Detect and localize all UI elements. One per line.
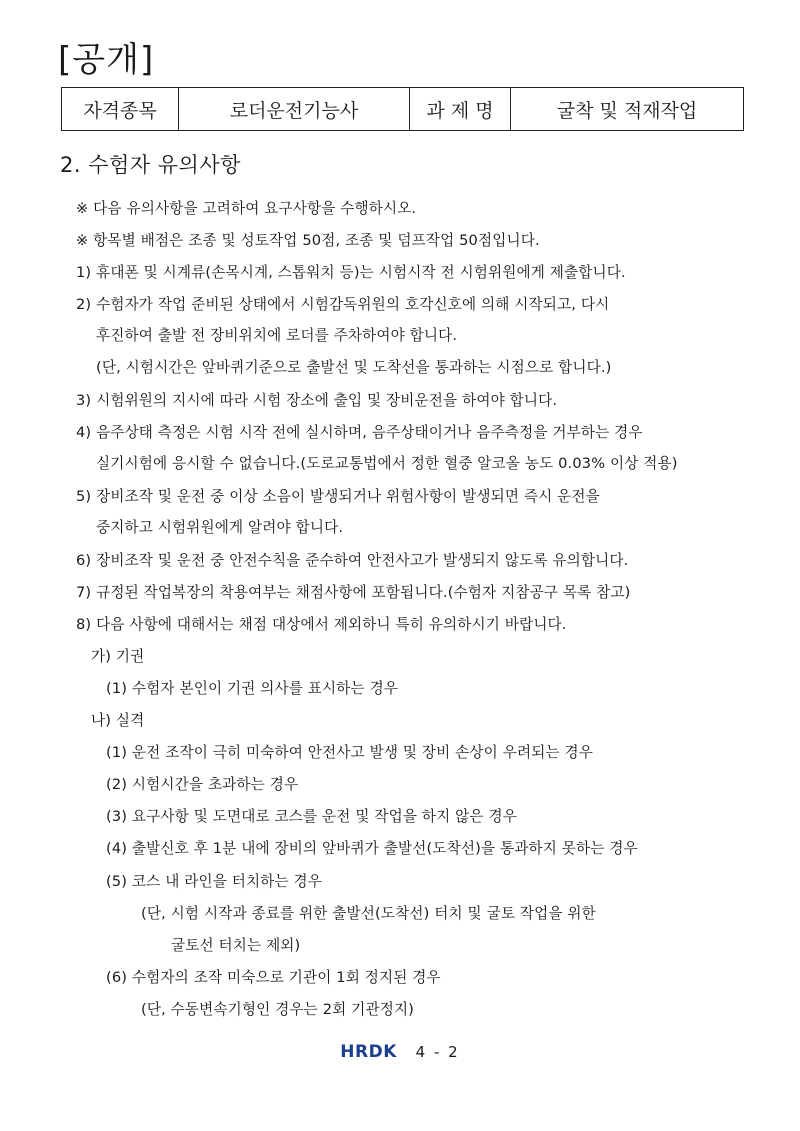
instruction-line: 1) 휴대폰 및 시계류(손목시계, 스톱워치 등)는 시험시작 전 시험위원에게 제출합니다. [76,264,626,281]
qualification-label: 자격종목 [62,88,179,131]
instruction-line: (1) 수험자 본인이 기권 의사를 표시하는 경우 [106,680,399,697]
instruction-line: 4) 음주상태 측정은 시험 시작 전에 실시하며, 음주상태이거나 음주측정을 거부하는 경우 [76,424,643,441]
instruction-line: 2) 수험자가 작업 준비된 상태에서 시험감독위원의 호각신호에 의해 시작되고, 다시 [76,296,610,313]
instruction-line: (5) 코스 내 라인을 터치하는 경우 [106,873,323,890]
instruction-line: 3) 시험위원의 지시에 따라 시험 장소에 출입 및 장비운전을 하여야 합니다. [76,392,558,409]
hrdk-logo: HRDK [340,1042,397,1062]
instruction-line: 굴토선 터치는 제외) [171,937,301,954]
page-footer [0,1042,800,1062]
instruction-line: (단, 시험시간은 앞바퀴기준으로 출발선 및 도착선을 통과하는 시점으로 합니다.) [96,359,612,376]
instruction-line: 6) 장비조작 및 운전 중 안전수칙을 준수하여 안전사고가 발생되지 않도록 유의합니다. [76,552,629,569]
instruction-line: (단, 시험 시작과 종료를 위한 출발선(도착선) 터치 및 굴토 작업을 위한 [141,905,596,922]
instruction-line: 7) 규정된 작업복장의 착용여부는 채점사항에 포함됩니다.(수험자 지참공구 목록 참고) [76,584,631,601]
public-label: [공개] [58,40,155,80]
instruction-line: (6) 수험자의 조작 미숙으로 기관이 1회 정지된 경우 [106,969,441,986]
exam-info-row [62,88,744,131]
instruction-line: (1) 운전 조작이 극히 미숙하여 안전사고 발생 및 장비 손상이 우려되는 경우 [106,744,593,761]
instruction-line: 나) 실격 [91,712,145,729]
instruction-line: (3) 요구사항 및 도면대로 코스를 운전 및 작업을 하지 않은 경우 [106,808,517,825]
instruction-line: 8) 다음 사항에 대해서는 채점 대상에서 제외하니 특히 유의하시기 바랍니다. [76,616,567,633]
instruction-line: (2) 시험시간을 초과하는 경우 [106,776,299,793]
task-value: 굴착 및 적재작업 [511,88,744,131]
instruction-line: (4) 출발신호 후 1분 내에 장비의 앞바퀴가 출발선(도착선)을 통과하지 못하는 경우 [106,840,638,857]
instruction-line: 가) 기권 [91,648,145,665]
instruction-line: (단, 수동변속기형인 경우는 2회 기관정지) [141,1001,415,1018]
instruction-line: 5) 장비조작 및 운전 중 이상 소음이 발생되거나 위험사항이 발생되면 즉시 운전을 [76,488,600,505]
instruction-line: 실기시험에 응시할 수 없습니다.(도로교통법에서 정한 혈중 알코올 농도 0.03% 이상 적용) [96,455,678,472]
instruction-line: 후진하여 출발 전 장비위치에 로더를 주차하여야 합니다. [96,327,458,344]
task-label: 과 제 명 [410,88,511,131]
exam-info-table [61,87,744,131]
section-title: 2. 수험자 유의사항 [60,153,241,177]
instruction-line: 중지하고 시험위원에게 알려야 합니다. [96,519,344,536]
instruction-line: ※ 항목별 배점은 조종 및 성토작업 50점, 조종 및 덤프작업 50점입니다. [76,232,540,249]
qualification-value: 로더운전기능사 [179,88,410,131]
instruction-line: ※ 다음 유의사항을 고려하여 요구사항을 수행하시오. [76,200,417,217]
page-number: 4 - 2 [415,1043,460,1061]
